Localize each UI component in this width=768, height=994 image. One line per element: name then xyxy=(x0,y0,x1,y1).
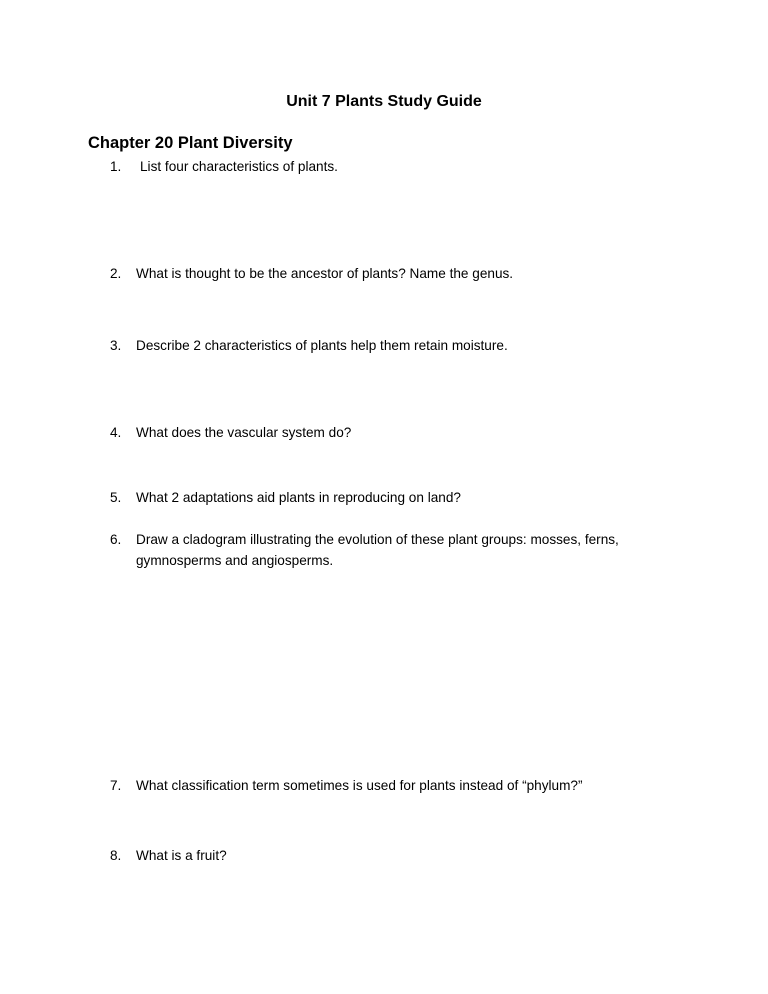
question-5 xyxy=(110,487,670,508)
chapter-heading: Chapter 20 Plant Diversity xyxy=(88,134,293,152)
question-number: 4. xyxy=(110,425,122,440)
question-3 xyxy=(110,335,670,356)
question-8 xyxy=(110,845,670,866)
question-text: Draw a cladogram illustrating the evolution of these plant groups: mosses, ferns, gymnosperms and angiosperms. xyxy=(136,532,619,568)
question-4 xyxy=(110,422,670,443)
question-text: What does the vascular system do? xyxy=(136,425,352,440)
question-7 xyxy=(110,775,670,796)
question-text: List four characteristics of plants. xyxy=(140,159,338,174)
question-number: 5. xyxy=(110,490,122,505)
question-number: 6. xyxy=(110,532,122,547)
question-number: 7. xyxy=(110,778,122,793)
question-number: 3. xyxy=(110,338,122,353)
question-text: What is thought to be the ancestor of plants? Name the genus. xyxy=(136,266,514,281)
question-text: Describe 2 characteristics of plants help them retain moisture. xyxy=(136,338,508,353)
question-1 xyxy=(110,156,670,177)
question-6 xyxy=(110,529,670,571)
question-2 xyxy=(110,263,670,284)
question-text: What is a fruit? xyxy=(136,848,227,863)
page-title: Unit 7 Plants Study Guide xyxy=(286,93,482,110)
question-number: 2. xyxy=(110,266,122,281)
question-number: 8. xyxy=(110,848,122,863)
question-text: What classification term sometimes is used for plants instead of “phylum?” xyxy=(136,778,583,793)
question-text: What 2 adaptations aid plants in reproducing on land? xyxy=(136,490,461,505)
question-number: 1. xyxy=(110,159,122,174)
